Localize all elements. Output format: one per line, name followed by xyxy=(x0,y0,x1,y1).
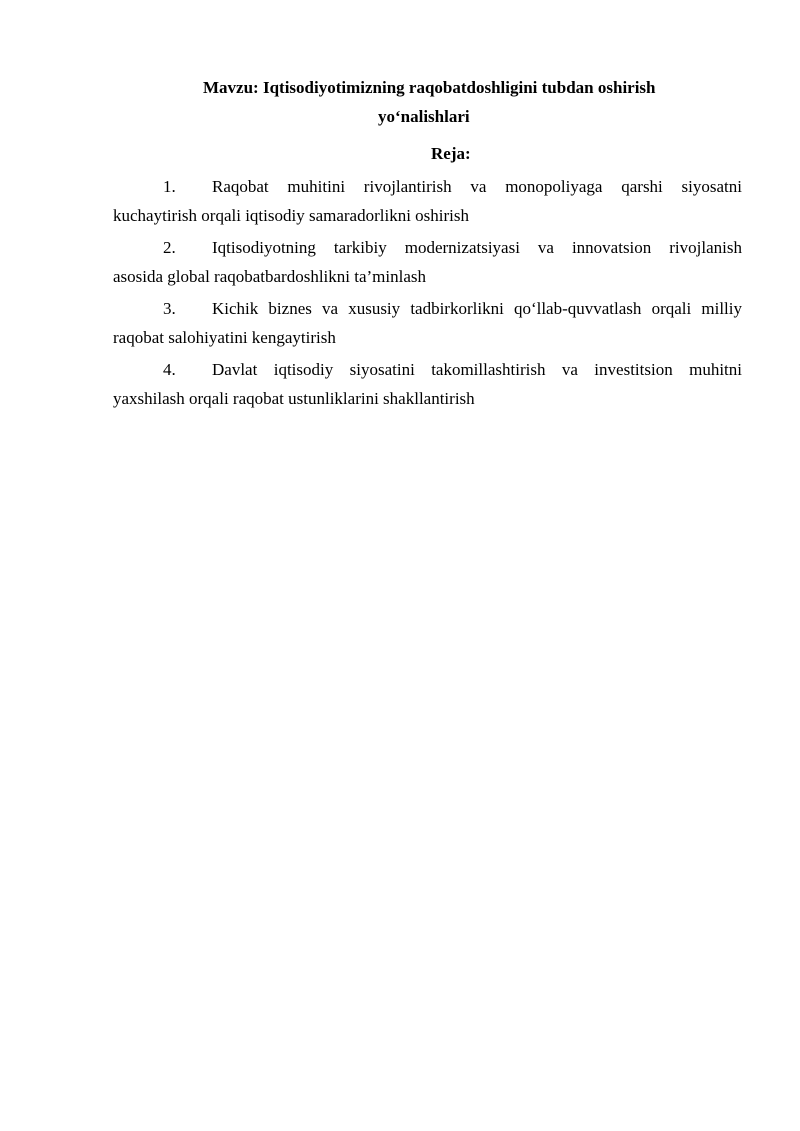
plan-item-text-line2: yaxshilash orqali raqobat ustunliklarini shakllantirish xyxy=(113,389,475,408)
title-line-1: Mavzu: Iqtisodiyotimizning raqobatdoshligini tubdan oshirish xyxy=(203,78,656,97)
plan-item-2 xyxy=(113,233,742,291)
plan-item-text-line1: Kichik biznes va xususiy tadbirkorlikni qo‘llab-quvvatlash orqali milliy xyxy=(212,299,742,318)
plan-item-number: 3. xyxy=(163,299,176,318)
plan-item-text-line1: Davlat iqtisodiy siyosatini takomillashtirish va investitsion muhitni xyxy=(212,360,742,379)
plan-item-text-line2: kuchaytirish orqali iqtisodiy samaradorlikni oshirish xyxy=(113,206,470,225)
plan-item-text-line1: Iqtisodiyotning tarkibiy modernizatsiyasi va innovatsion rivojlanish xyxy=(212,238,742,257)
plan-list xyxy=(113,172,742,416)
plan-item-1 xyxy=(113,172,742,230)
plan-item-number: 2. xyxy=(163,238,176,257)
plan-item-text-line1: Raqobat muhitini rivojlantirish va monopoliyaga qarshi siyosatni xyxy=(212,177,742,196)
title-line-2: yo‘nalishlari xyxy=(378,107,470,126)
plan-item-number: 4. xyxy=(163,360,176,379)
plan-heading: Reja: xyxy=(431,144,471,163)
plan-item-4 xyxy=(113,355,742,413)
plan-item-3 xyxy=(113,294,742,352)
document-title xyxy=(113,76,753,129)
plan-item-number: 1. xyxy=(163,177,176,196)
plan-item-text-line2: raqobat salohiyatini kengaytirish xyxy=(113,328,336,347)
plan-item-text-line2: asosida global raqobatbardoshlikni ta’minlash xyxy=(113,267,427,286)
